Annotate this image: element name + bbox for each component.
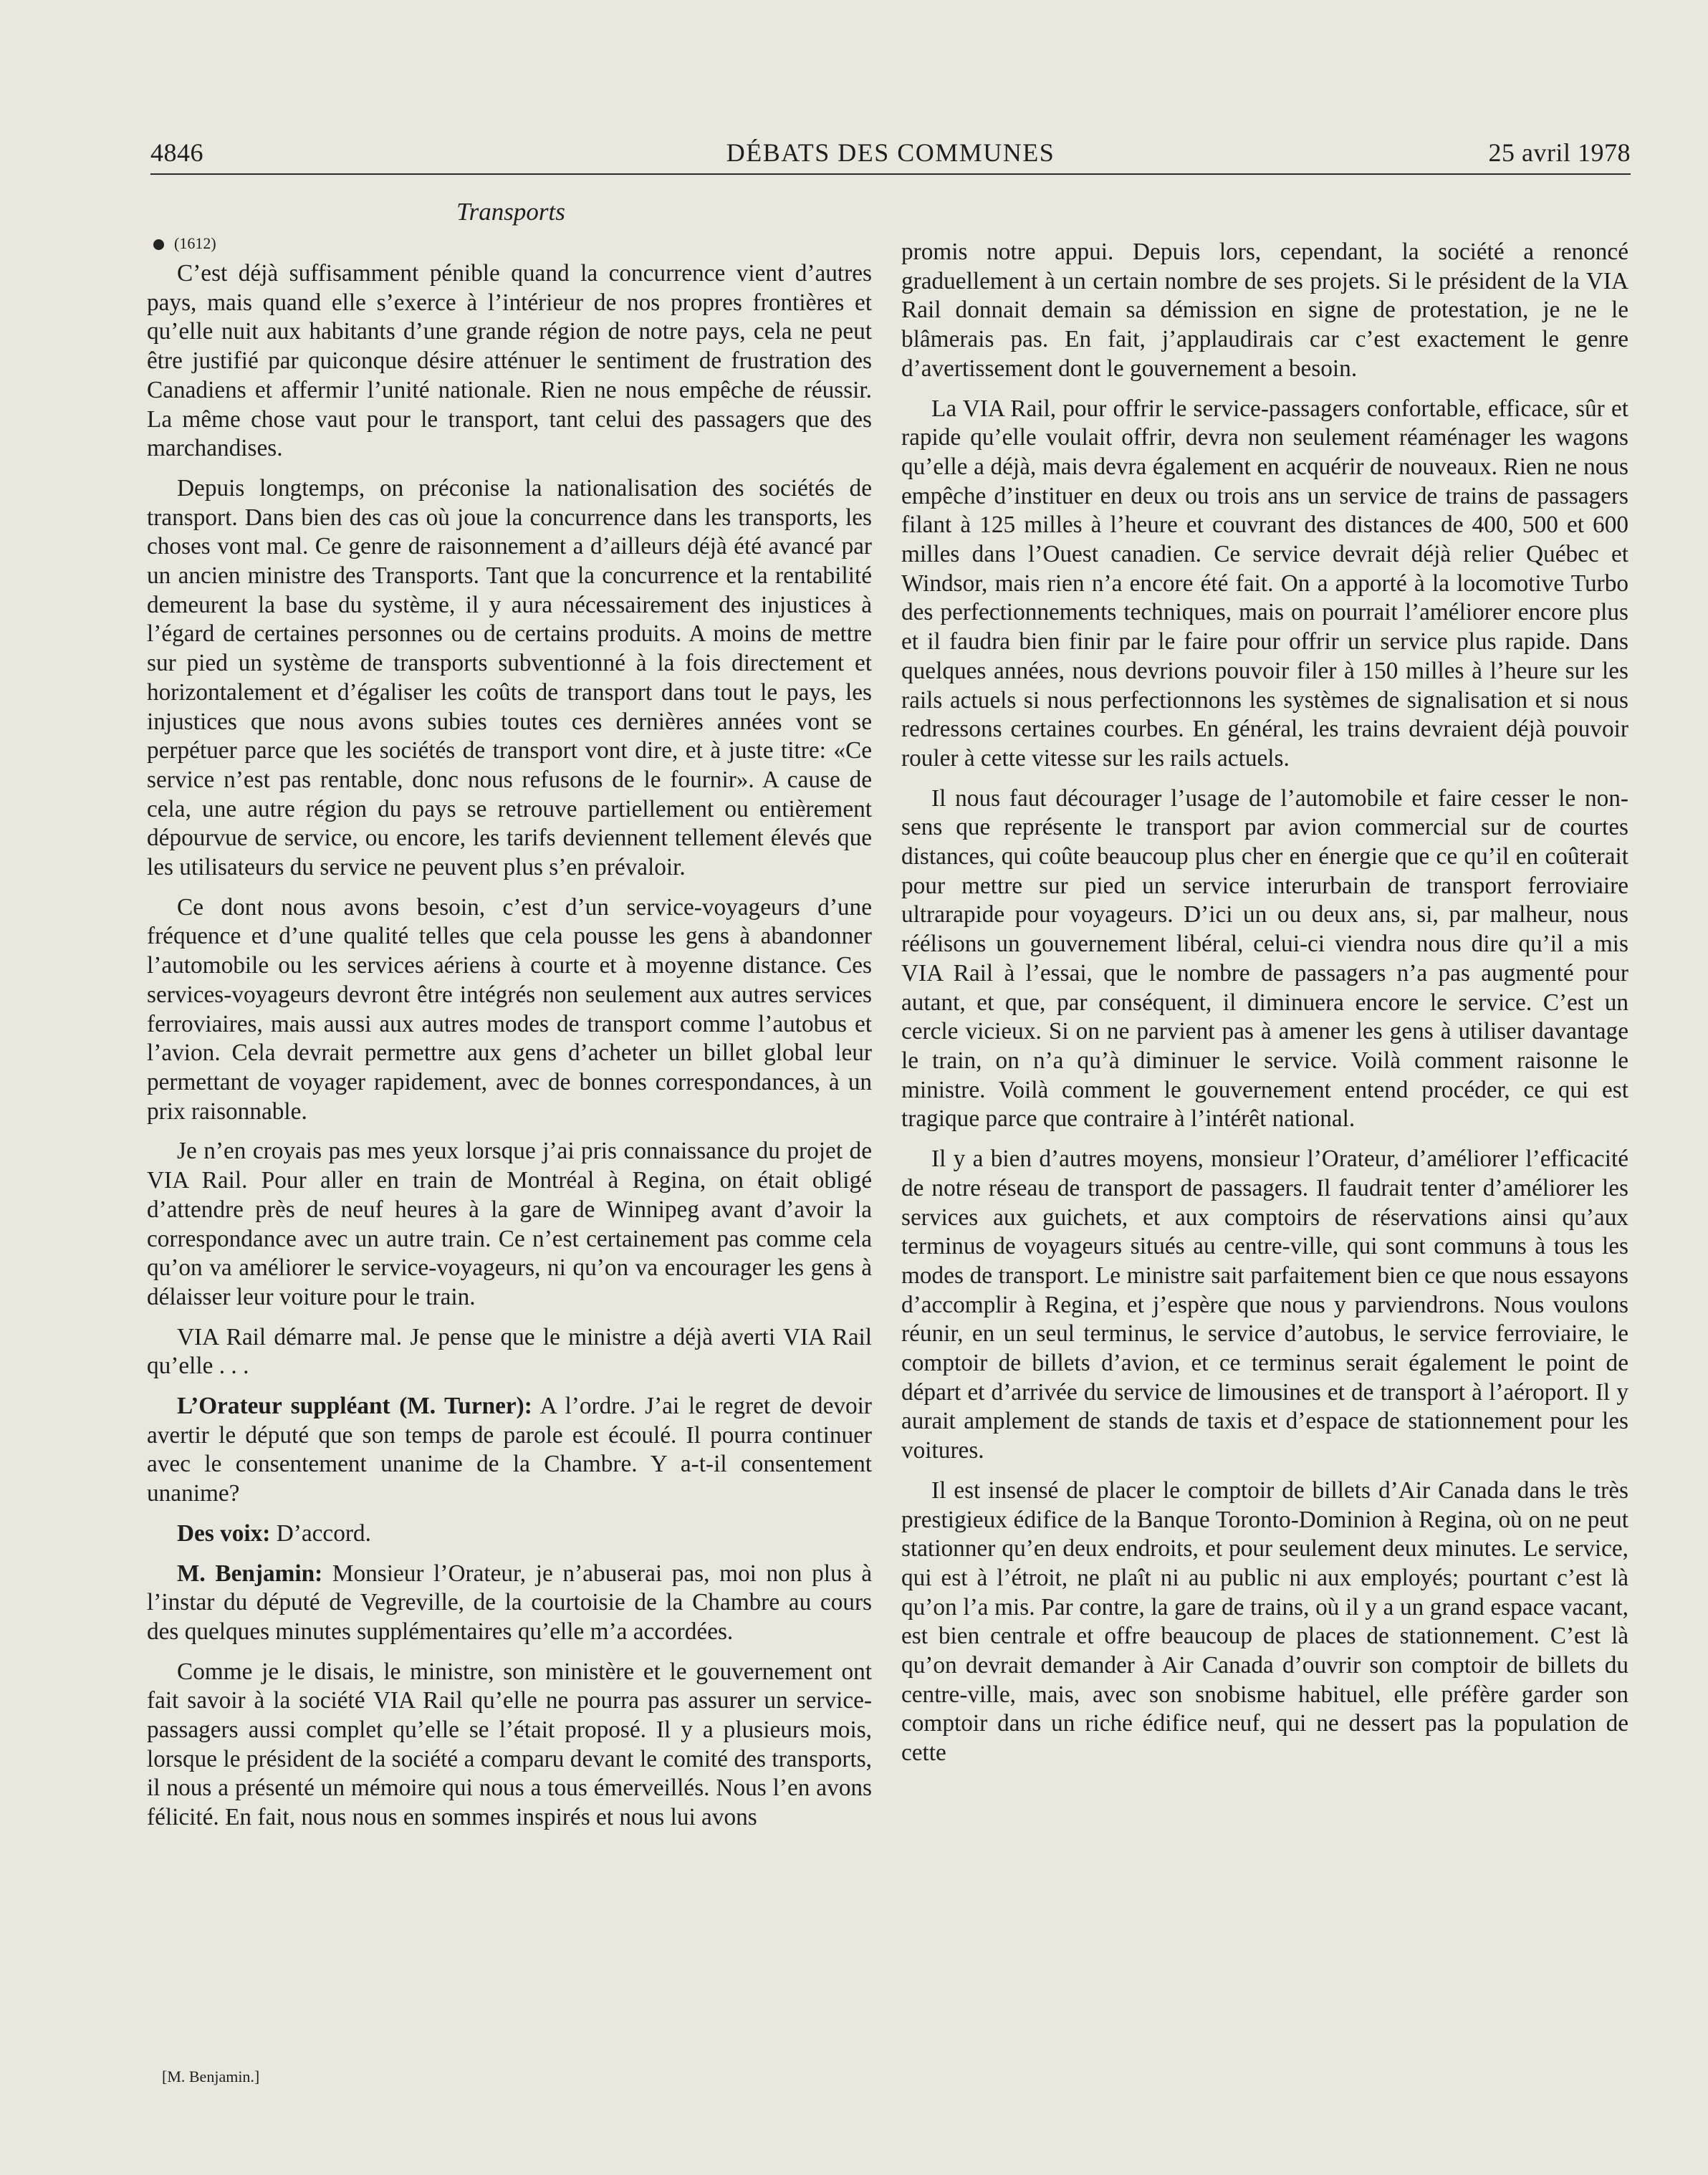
bullet-icon — [153, 239, 164, 250]
paragraph: Ce dont nous avons besoin, c’est d’un service-voyageurs d’une fréquence et d’une qualité telles que cela pousse les gens à abandonner l’automobile ou les services aériens à courte et à moyenne distance. Ces services-voyageurs devront être intégrés non seulement aux autres services ferroviaires, mais aussi aux autres modes de transport comme l’autobus et l’avion. Cela devrait permettre aux gens d’acheter un billet global leur permettant de voyager rapidement, avec de bonnes correspondances, à un prix raisonnable. — [147, 893, 872, 1125]
paragraph: Il est insensé de placer le comptoir de billets d’Air Canada dans le très prestigieux édifice de la Banque Toronto-Dominion à Regina, où on ne peut stationner qu’en deux endroits, et pour seulement deux minutes. Le service, qui est à l’étroit, ne plaît ni au public ni aux employés; pourtant c’est là qu’on l’a mis. Par contre, la gare de trains, où il y a un grand espace vacant, est bien centrale et offre beaucoup de places de stationnement. C’est là qu’on devrait demander à Air Canada d’ouvrir son comptoir de billets du centre-ville, mais, avec son snobisme habituel, elle préfère garder son comptoir dans un riche édifice neuf, qui ne dessert pas la population de cette — [901, 1477, 1628, 1767]
speaker-footer: [M. Benjamin.] — [162, 2068, 260, 2085]
paragraph: Comme je le disais, le ministre, son ministère et le gouvernement ont fait savoir à la société VIA Rail qu’elle ne pourra pas assurer un service-passagers aussi complet qu’elle se l’était proposé. Il y a plusieurs mois, lorsque le président de la société a comparu devant le comité des transports, il nous a présenté un mémoire qui nous a tous émerveillés. Nous l’en avons félicité. En fait, nous nous en sommes inspirés et nous lui avons — [147, 1658, 872, 1831]
speech-voices — [147, 1519, 872, 1549]
publication-date: 25 avril 1978 — [1488, 138, 1631, 167]
paragraph: C’est déjà suffisamment pénible quand la concurrence vient d’autres pays, mais quand elle s’exerce à l’intérieur de nos propres frontières et qu’elle nuit aux habitants d’une grande région de notre pays, cela ne peut être justifié par quiconque désire atténuer le sentiment de frustration des Canadiens et affermir l’unité nationale. Rien ne nous empêche de réussir. La même chose vaut pour le transport, tant celui des passagers que des marchandises. — [147, 260, 872, 462]
paragraph: VIA Rail démarre mal. Je pense que le ministre a déjà averti VIA Rail qu’elle . . . — [147, 1323, 872, 1380]
paragraph: La VIA Rail, pour offrir le service-passagers confortable, efficace, sûr et rapide qu’elle voulait offrir, devra non seulement réaménager les wagons qu’elle a déjà, mais devra également en acquérir de nouveaux. Rien ne nous empêche d’instituer en deux ou trois ans un service de trains de passagers filant à 125 milles à l’heure et couvrant des distances de 400, 500 et 600 milles dans l’Ouest canadien. Ce service devrait déjà relier Québec et Windsor, mais rien n’a encore été fait. On a apporté à la locomotive Turbo des perfectionnements techniques, mais on pourrait l’améliorer encore plus et il faudra bien finir par le faire pour offrir un service plus rapide. Dans quelques années, nous devrions pouvoir filer à 150 milles à l’heure sur les rails actuels si nous perfectionnons les systèmes de signalisation et si nous redressons certaines courbes. En général, les trains devraient déjà pouvoir rouler à cette vitesse sur les rails actuels. — [901, 395, 1628, 772]
speech-text: D’accord. — [270, 1519, 371, 1547]
right-column — [901, 238, 1628, 1779]
time-marker-text: (1612) — [174, 234, 216, 252]
time-marker — [153, 233, 216, 254]
paragraph: Je n’en croyais pas mes yeux lorsque j’ai pris connaissance du projet de VIA Rail. Pour aller en train de Montréal à Regina, on était obligé d’attendre près de neuf heures à la gare de Winnipeg avant d’avoir la correspondance avec un autre train. Ce n’est certainement pas comme cela qu’on va améliorer le service-voyageurs, ni qu’on va encourager les gens à délaisser leur voiture pour le train. — [147, 1138, 872, 1310]
left-column — [147, 259, 872, 1843]
header-rule — [150, 173, 1631, 175]
paragraph: Depuis longtemps, on préconise la nationalisation des sociétés de transport. Dans bien des cas où joue la concurrence dans les transports, les choses vont mal. Ce genre de raisonnement a d’ailleurs déjà été avancé par un ancien ministre des Transports. Tant que la concurrence et la rentabilité demeurent la base du système, il y aura nécessairement des injustices à l’égard de certaines personnes ou de certains produits. A moins de mettre sur pied un système de transports subventionné à la fois directement et horizontalement et d’égaliser les coûts de transport dans tout le pays, les injustices que nous avons subies toutes ces dernières années vont se perpétuer parce que les sociétés de transport vont dire, et à juste titre: «Ce service n’est pas rentable, donc nous refusons de le fournir». A cause de cela, une autre région du pays se retrouve partiellement ou entièrement dépourvue de service, ou encore, les tarifs deviennent tellement élevés que les utilisateurs du service ne peuvent plus s’en prévaloir. — [147, 474, 872, 881]
speaker-name: L’Orateur suppléant (M. Turner): — [177, 1393, 532, 1420]
speaker-name: Des voix: — [177, 1519, 271, 1547]
page-number: 4846 — [150, 138, 203, 167]
paragraph: Il nous faut décourager l’usage de l’automobile et faire cesser le non-sens que représente le transport par avion commercial sur de courtes distances, qui coûte beaucoup plus cher en énergie que ce qu’il en coûterait pour mettre sur pied un service interurbain de transport ferroviaire ultrarapide pour voyageurs. D’ici un ou deux ans, si, par malheur, nous réélisons un gouvernement libéral, celui-ci viendra nous dire qu’il a mis VIA Rail à l’essai, que le nombre de passagers n’a pas augmenté pour autant, et que, par conséquent, il diminuera encore le service. C’est un cercle vicieux. Si on ne parvient pas à amener les gens à utiliser davantage le train, on n’a qu’à diminuer le service. Voilà comment raisonne le ministre. Voilà comment le gouvernement entend procéder, ce qui est tragique parce que contraire à l’intérêt national. — [901, 784, 1628, 1133]
paragraph: promis notre appui. Depuis lors, cependant, la société a renoncé graduellement à un certain nombre de ses projets. Si le président de la VIA Rail donnait demain sa démission en signe de protestation, je ne le blâmerais pas. En fait, j’applaudirais car c’est exactement le genre d’avertissement dont le gouvernement a besoin. — [901, 239, 1628, 382]
publication-title: DÉBATS DES COMMUNES — [726, 138, 1055, 167]
speaker-name: M. Benjamin: — [177, 1560, 323, 1587]
speech-text: Monsieur l’Orateur, je n’abuserai pas, moi non plus à l’instar du député de Vegreville, de la courtoisie de la Chambre au cours des quelques minutes supplémentaires qu’elle m’a accordées. — [147, 1560, 872, 1645]
paragraph: Il y a bien d’autres moyens, monsieur l’Orateur, d’améliorer l’efficacité de notre réseau de transport de passagers. Il faudrait tenter d’améliorer les services aux guichets, et aux comptoirs de réservations ainsi qu’aux terminus de voyageurs situés au centre-ville, qui sont communs à tous les modes de transport. Le ministre sait parfaitement bien ce que nous essayons d’accomplir à Regina, et j’espère que nous y parviendrons. Nous voulons réunir, en un seul terminus, le service d’autobus, le service ferroviaire, le comptoir de billets d’avion, et ce terminus serait également le point de départ et d’arrivée du service de limousines et de transport à l’aéroport. Il y aurait amplement de stands de taxis et d’espace de stationnement pour les voitures. — [901, 1146, 1628, 1464]
speech-benjamin — [147, 1560, 872, 1647]
page-header — [150, 138, 1631, 178]
speech-deputy-speaker — [147, 1392, 872, 1509]
section-title: Transports — [456, 198, 565, 226]
speech-text: A l’ordre. J’ai le regret de devoir avertir le député que son temps de parole est écoulé. Il pourra continuer avec le consentement unanime de la Chambre. Y a-t-il consentement unanime? — [147, 1393, 872, 1507]
